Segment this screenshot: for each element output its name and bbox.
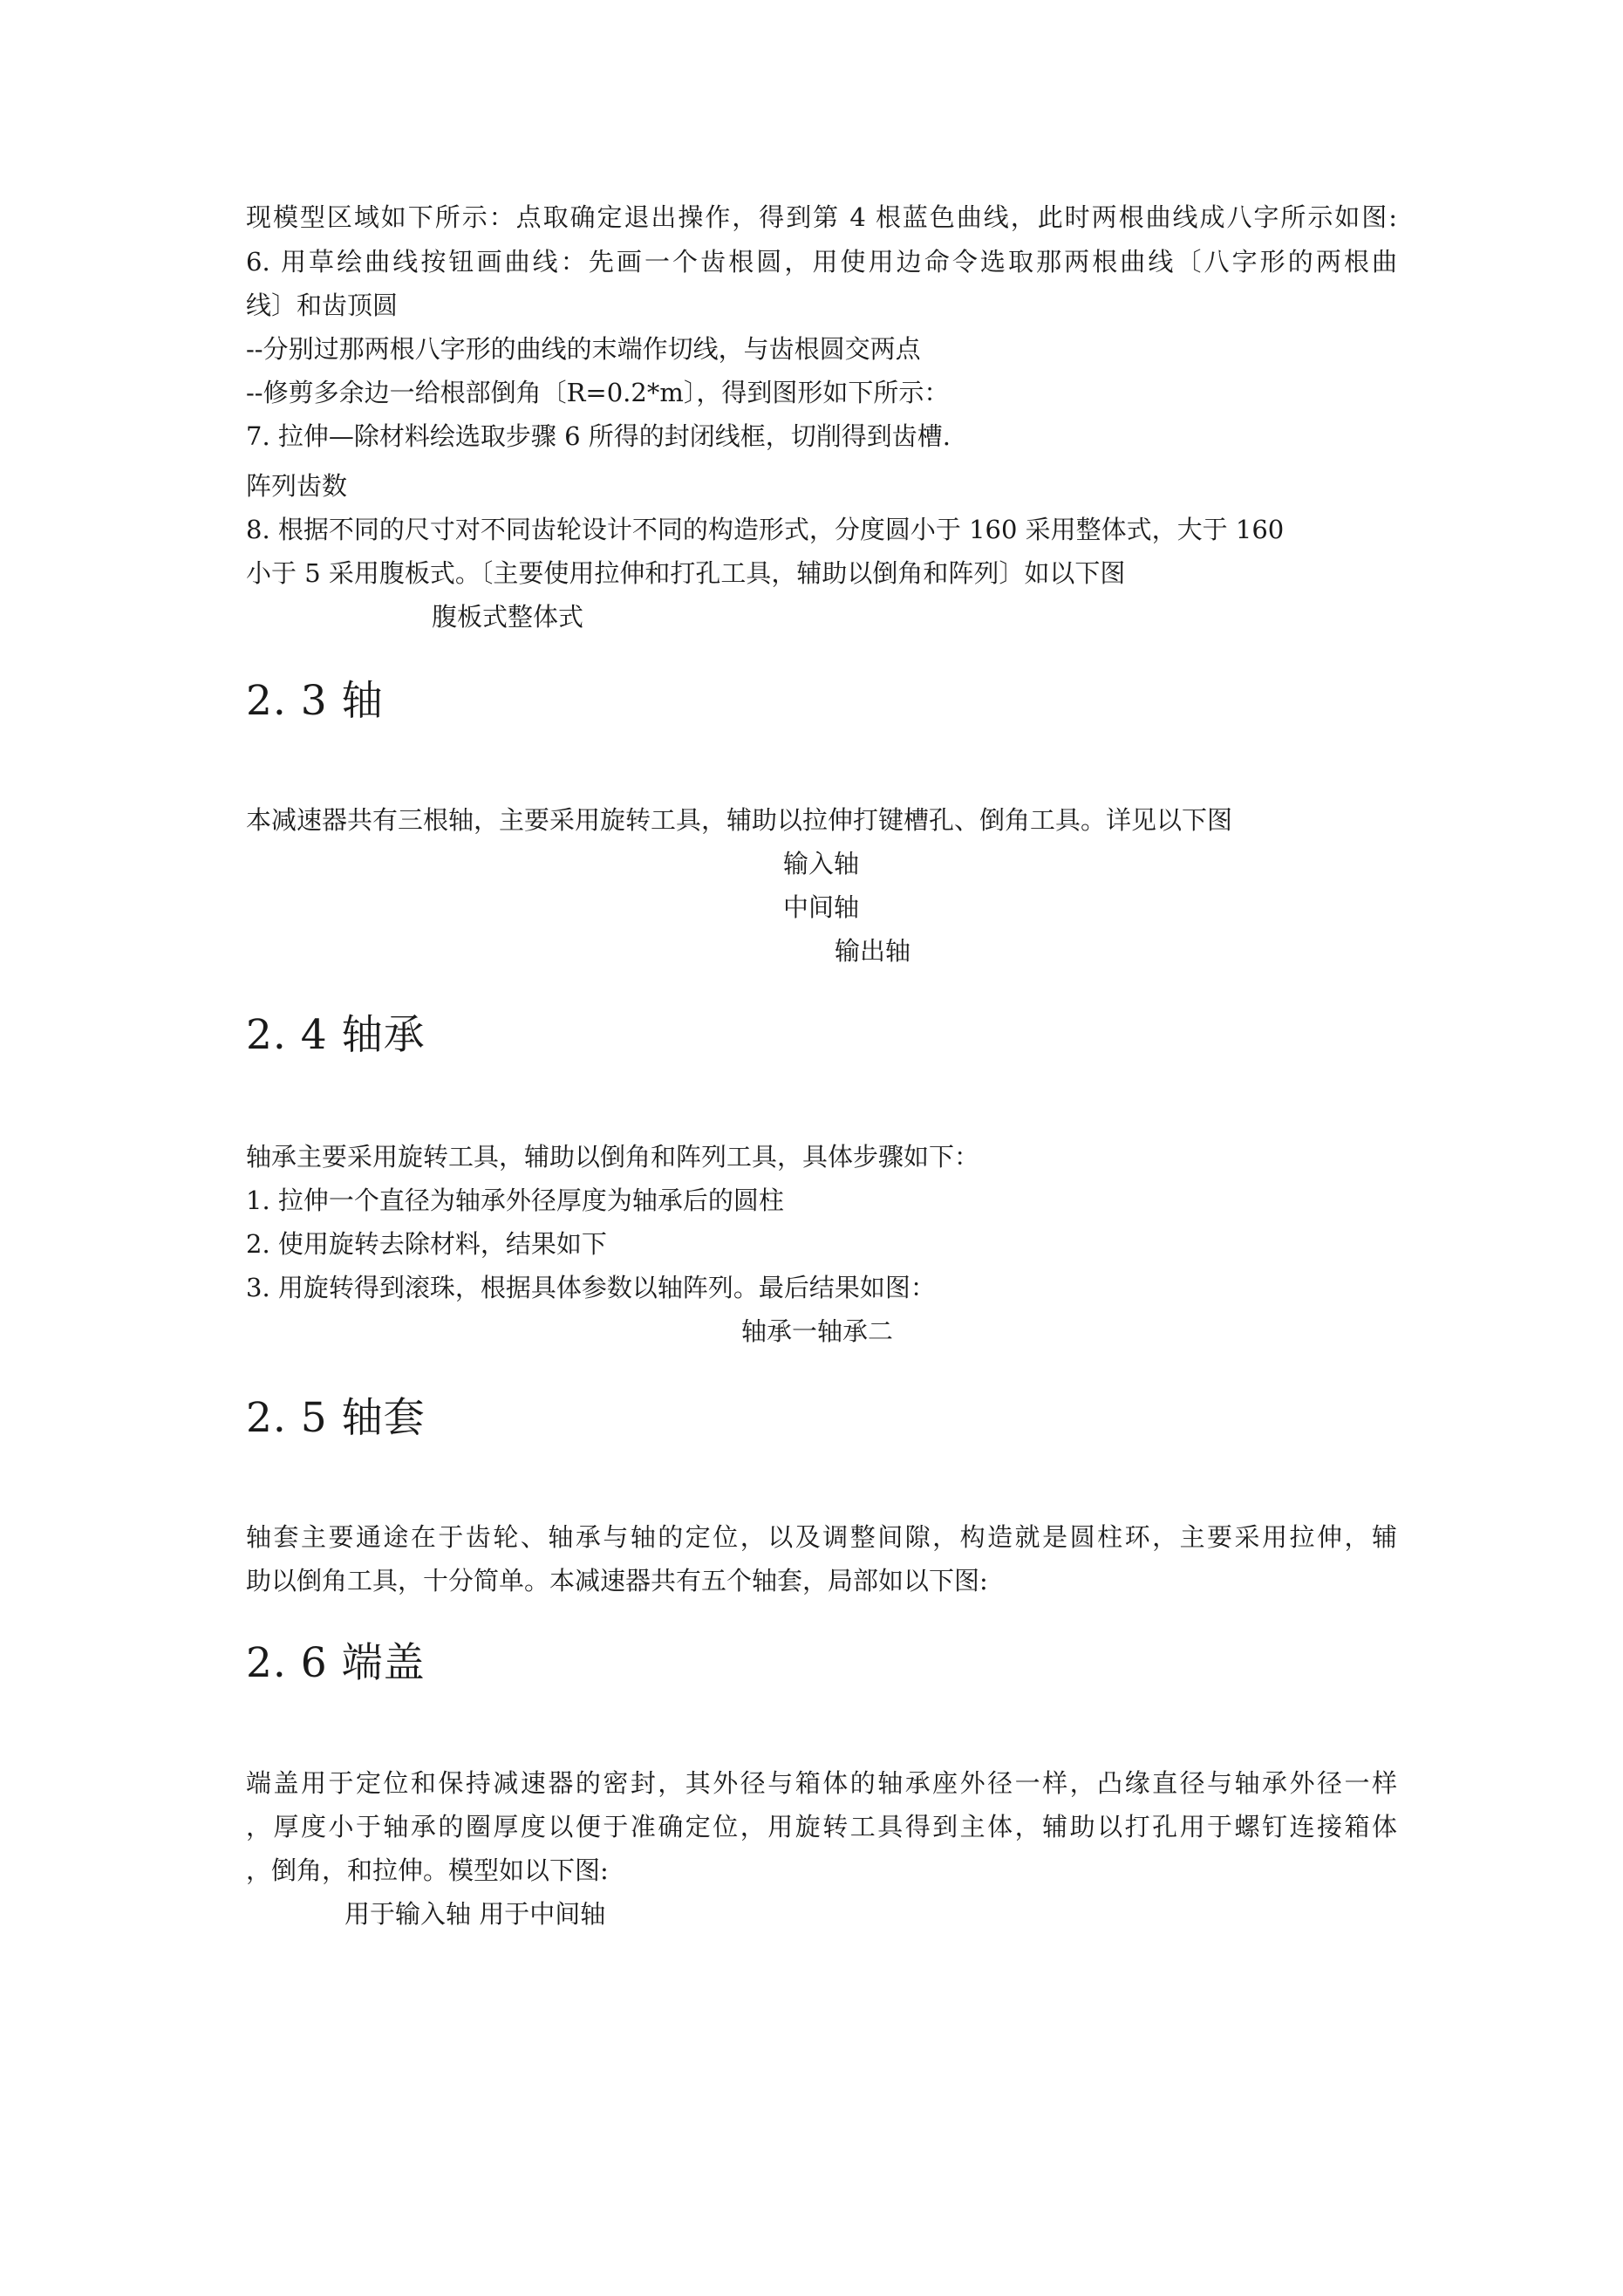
paragraph-line: 端盖用于定位和保持减速器的密封，其外径与箱体的轴承座外径一样，凸缘直径与轴承外径一样 — [246, 1768, 1397, 1798]
paragraph-line: ，厚度小于轴承的圈厚度以便于准确定位，用旋转工具得到主体，辅助以打孔用于螺钉连接箱体 — [246, 1812, 1397, 1842]
paragraph-line: 轴承主要采用旋转工具，辅助以倒角和阵列工具，具体步骤如下： — [246, 1142, 980, 1172]
paragraph-line: 7. 拉伸—除材料绘选取步骤 6 所得的封闭线框，切削得到齿槽. — [246, 421, 951, 451]
list-item: 3. 用旋转得到滚珠，根据具体参数以轴阵列。最后结果如图： — [246, 1273, 936, 1302]
paragraph-line: 6. 用草绘曲线按钮画曲线：先画一个齿根圆，用使用边命令选取那两根曲线〔八字形的两根曲 — [246, 247, 1397, 277]
section-heading: 2. 5 轴套 — [246, 1394, 426, 1442]
list-item: 2. 使用旋转去除材料，结果如下 — [246, 1229, 607, 1259]
paragraph-line: --分别过那两根八字形的曲线的末端作切线，与齿根圆交两点 — [246, 334, 921, 364]
figure-caption: 腹板式整体式 — [432, 602, 584, 632]
paragraph-line: 本减速器共有三根轴，主要采用旋转工具，辅助以拉伸打键槽孔、倒角工具。详见以下图 — [246, 805, 1233, 835]
section-heading: 2. 3 轴 — [246, 677, 384, 725]
paragraph-line: 线〕和齿顶圆 — [246, 290, 399, 320]
list-item: 1. 拉伸一个直径为轴承外径厚度为轴承后的圆柱 — [246, 1186, 784, 1215]
figure-caption: 用于输入轴 用于中间轴 — [344, 1899, 606, 1929]
paragraph-line: ，倒角，和拉伸。模型如以下图: — [246, 1855, 609, 1885]
paragraph-line: 小于 5 采用腹板式。〔主要使用拉伸和打孔工具，辅助以倒角和阵列〕如以下图 — [246, 558, 1126, 588]
section-heading: 2. 4 轴承 — [246, 1011, 426, 1059]
figure-caption: 中间轴 — [783, 892, 860, 922]
paragraph-line: 阵列齿数 — [246, 471, 348, 501]
paragraph-line: 轴套主要通途在于齿轮、轴承与轴的定位，以及调整间隙，构造就是圆柱环，主要采用拉伸，辅 — [246, 1522, 1397, 1552]
paragraph-line: 现模型区域如下所示：点取确定退出操作，得到第 4 根蓝色曲线，此时两根曲线成八字所示如图: — [246, 202, 1397, 232]
figure-caption: 输入轴 — [783, 849, 860, 878]
paragraph-line: --修剪多余边一给根部倒角〔R=0.2*m〕，得到图形如下所示： — [246, 378, 950, 407]
paragraph-line: 助以倒角工具，十分简单。本减速器共有五个轴套，局部如以下图: — [246, 1566, 988, 1596]
figure-caption: 轴承一轴承二 — [741, 1316, 894, 1346]
figure-caption: 输出轴 — [835, 936, 911, 966]
paragraph-line: 8. 根据不同的尺寸对不同齿轮设计不同的构造形式，分度圆小于 160 采用整体式，大于 160 — [246, 515, 1285, 544]
section-heading: 2. 6 端盖 — [246, 1639, 426, 1687]
